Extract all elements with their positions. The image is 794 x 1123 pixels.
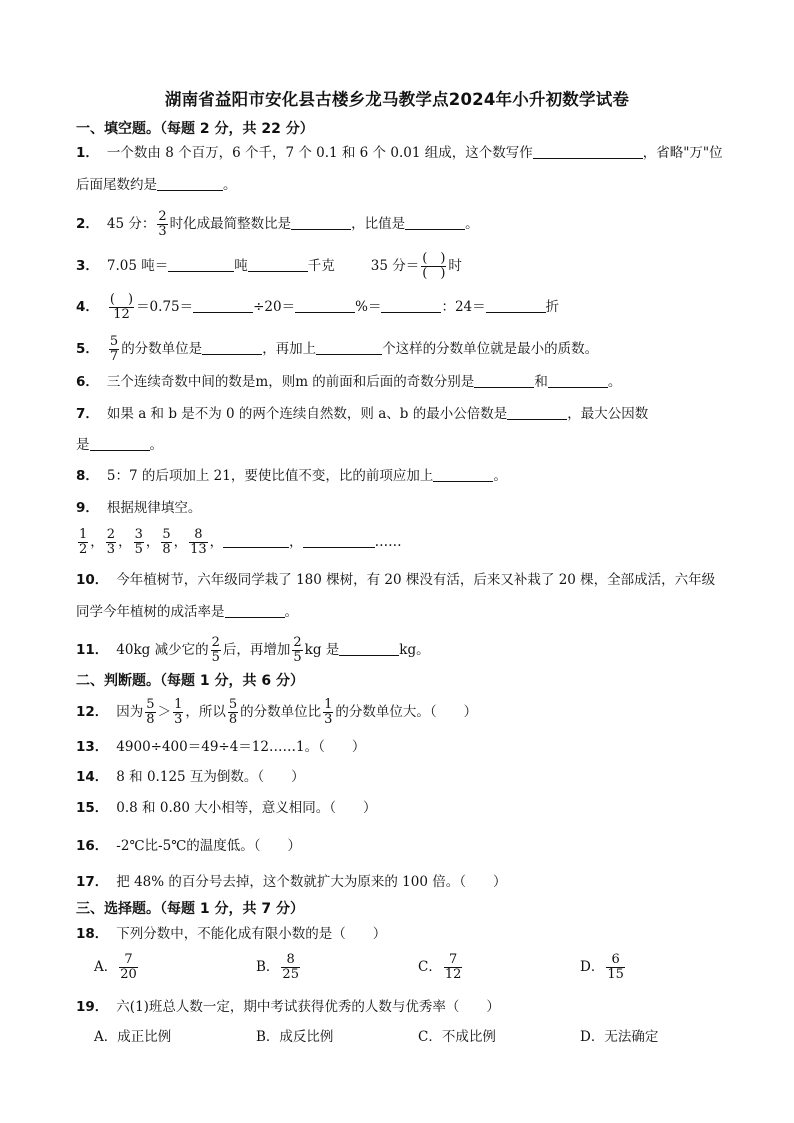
fraction-blank[interactable]: $\frac{( )}{( )}$: [422, 251, 446, 281]
fraction: $\frac{8}{13}$: [190, 527, 207, 557]
fraction-blank[interactable]: $\frac{( )}{12}$: [109, 292, 134, 322]
question-number: 5．: [76, 341, 99, 357]
question-text: 折: [545, 299, 560, 315]
answer-blank[interactable]: [202, 340, 262, 355]
question-number: 15．: [76, 800, 109, 816]
question-17: [76, 872, 506, 892]
answer-blank[interactable]: [168, 257, 234, 272]
question-text: 下列分数中，不能化成有限小数的是（ ）: [116, 926, 387, 942]
question-text: 。: [284, 604, 298, 620]
answer-blank[interactable]: [507, 405, 567, 420]
option-b[interactable]: [256, 953, 302, 982]
option-d[interactable]: [580, 953, 627, 982]
question-number: 10．: [76, 572, 109, 588]
question-text: %＝: [355, 299, 382, 315]
question-1-cont: [76, 175, 237, 195]
answer-blank[interactable]: [339, 641, 399, 656]
question-text: 吨: [234, 258, 248, 274]
question-text: ÷20＝: [253, 299, 296, 315]
question-text: ，最大公因数: [567, 406, 649, 422]
question-number: 14．: [76, 769, 109, 785]
answer-blank[interactable]: [223, 533, 289, 548]
question-12: [76, 698, 477, 727]
answer-blank[interactable]: [533, 144, 643, 159]
fraction: $\frac{5}{8}$: [162, 527, 171, 557]
question-16: [76, 836, 301, 856]
question-text: 35 分＝: [370, 258, 420, 274]
question-8: [76, 466, 507, 486]
option-label: D．: [580, 959, 605, 975]
comma: ，: [90, 534, 104, 550]
question-text: 六(1)班总人数一定，期中考试获得优秀的人数与优秀率（ ）: [116, 999, 500, 1015]
question-text: 7.05 吨＝: [106, 258, 169, 274]
option-a[interactable]: [94, 953, 140, 982]
question-number: 6．: [76, 374, 99, 390]
question-text: 的分数单位大。（ ）: [335, 704, 478, 720]
fraction: $\frac{1}{2}$: [79, 527, 88, 557]
question-text: 同学今年植树的成活率是: [76, 604, 225, 620]
question-text: 。: [493, 468, 507, 484]
comma: ，: [173, 534, 188, 550]
question-text: ＝0.75＝: [136, 299, 194, 315]
answer-blank[interactable]: [316, 340, 382, 355]
question-7-cont: [76, 435, 163, 455]
fraction: $\frac{1}{3}$: [324, 697, 333, 727]
question-text: 8 和 0.125 互为倒数。（ ）: [116, 769, 305, 785]
question-text: 0.8 和 0.80 大小相等，意义相同。（ ）: [116, 800, 377, 816]
answer-blank[interactable]: [295, 298, 355, 313]
option-label: C．: [418, 959, 442, 975]
question-1: [76, 143, 723, 163]
answer-blank[interactable]: [381, 298, 441, 313]
question-4: [76, 293, 559, 322]
question-text: 后，再增加: [222, 642, 291, 658]
question-text: 。: [465, 216, 479, 232]
fraction: $\frac{3}{5}$: [134, 527, 143, 557]
question-text: 三个连续奇数中间的数是m，则m 的前面和后面的奇数分别是: [106, 374, 475, 390]
section-fill-blank-heading: 一、填空题。（每题 2 分，共 22 分）: [76, 121, 314, 137]
question-text: 45 分：: [106, 216, 156, 232]
question-5: [76, 335, 598, 364]
question-text: 。: [149, 437, 163, 453]
question-number: 3．: [76, 258, 99, 274]
fraction: $\frac{2}{3}$: [158, 209, 167, 239]
question-number: 7．: [76, 406, 99, 422]
answer-blank[interactable]: [405, 215, 465, 230]
question-text: 。: [607, 374, 622, 390]
question-15: [76, 798, 376, 818]
question-text: 时化成最简整数比是: [169, 216, 292, 232]
question-text: 如果 a 和 b 是不为 0 的两个连续自然数，则 a、b 的最小公倍数是: [106, 406, 508, 422]
question-text: 4900÷400＝49÷4＝12……1。（ ）: [116, 739, 366, 755]
page-title: 湖南省益阳市安化县古楼乡龙马教学点2024年小升初数学试卷: [164, 90, 630, 109]
question-text: ，比值是: [351, 216, 406, 232]
answer-blank[interactable]: [486, 298, 546, 313]
question-14: [76, 767, 305, 787]
question-text: 因为: [116, 704, 144, 720]
question-text: ，所以: [185, 704, 226, 720]
question-number: 1．: [76, 145, 99, 161]
section-multiple-choice-heading: 三、选择题。（每题 1 分，共 7 分）: [76, 901, 304, 917]
question-text: 5：7 的后项加上 21，要使比值不变，比的前项应加上: [106, 468, 434, 484]
option-c[interactable]: C．不成比例: [418, 1029, 496, 1045]
question-10-cont: [76, 602, 298, 622]
question-7: [76, 404, 648, 424]
question-text: 把 48% 的百分号去掉，这个数就扩大为原来的 100 倍。（ ）: [116, 874, 507, 890]
answer-blank[interactable]: [193, 298, 253, 313]
question-text: ……: [374, 534, 402, 550]
question-18: [76, 924, 386, 944]
fraction: $\frac{5}{8}$: [146, 697, 155, 727]
question-text: 千克: [307, 258, 335, 274]
question-19: [76, 997, 500, 1017]
question-number: 18．: [76, 926, 109, 942]
question-number: 12．: [76, 704, 109, 720]
answer-blank[interactable]: [548, 373, 608, 388]
question-text: ，省略"万"位: [642, 145, 723, 161]
question-text: 的分数单位是: [121, 341, 203, 357]
question-text: 40kg 减少它的: [116, 642, 209, 658]
option-b[interactable]: B．成反比例: [256, 1029, 334, 1045]
question-text: ，再加上: [262, 341, 317, 357]
question-11: [76, 636, 430, 665]
question-text: ，: [289, 534, 303, 550]
question-number: 2．: [76, 216, 99, 232]
question-number: 19．: [76, 999, 109, 1015]
fraction: $\frac{2}{5}$: [211, 635, 220, 665]
question-text: 今年植树节，六年级同学栽了 180 棵树，有 20 棵没有活，后来又补栽了 20 棵，全部成活，六年级: [116, 572, 716, 588]
fraction: $\frac{6}{15}$: [607, 952, 624, 982]
question-number: 17．: [76, 874, 109, 890]
answer-blank[interactable]: [157, 176, 223, 191]
question-number: 4．: [76, 299, 99, 315]
answer-blank[interactable]: [225, 603, 285, 618]
question-3: [76, 252, 462, 281]
fraction: $\frac{5}{7}$: [109, 334, 119, 364]
option-label: A．: [94, 959, 118, 975]
question-text: 根据规律填空。: [106, 500, 202, 516]
comma: ，: [118, 534, 132, 550]
question-6: [76, 372, 621, 392]
question-text: 的分数单位比: [240, 704, 322, 720]
comma: ，: [209, 534, 224, 550]
answer-blank[interactable]: [303, 533, 375, 548]
question-2: [76, 210, 479, 239]
fraction: $\frac{8}{25}$: [282, 952, 299, 982]
section-true-false-heading: 二、判断题。（每题 1 分，共 6 分）: [76, 673, 304, 689]
answer-blank[interactable]: [90, 436, 150, 451]
question-number: 8．: [76, 468, 99, 484]
question-9-sequence: [76, 528, 402, 557]
question-text: -2℃比-5℃的温度低。（ ）: [116, 838, 302, 854]
fraction: $\frac{1}{3}$: [174, 697, 183, 727]
question-9: [76, 498, 201, 518]
fraction: $\frac{7}{12}$: [444, 952, 462, 982]
fraction: $\frac{2}{5}$: [293, 635, 302, 665]
fraction: $\frac{5}{8}$: [228, 697, 238, 727]
comma: ，: [145, 534, 160, 550]
question-text: 后面尾数约是: [76, 177, 157, 193]
greater-than-sign: ＞: [157, 704, 172, 720]
question-text: 个这样的分数单位就是最小的质数。: [382, 341, 599, 357]
question-number: 9．: [76, 500, 99, 516]
fraction: $\frac{2}{3}$: [106, 527, 116, 557]
option-a[interactable]: A．成正比例: [94, 1029, 172, 1045]
answer-blank[interactable]: [474, 373, 534, 388]
answer-blank[interactable]: [291, 215, 351, 230]
question-text: ：24＝: [441, 299, 486, 315]
question-text: 。: [223, 177, 237, 193]
option-label: B．: [256, 959, 280, 975]
question-text: 时: [448, 258, 462, 274]
question-text: kg 是: [304, 642, 340, 658]
question-13: [76, 737, 365, 757]
question-10: [76, 570, 715, 590]
answer-blank[interactable]: [248, 257, 308, 272]
question-text: 和: [534, 374, 548, 390]
question-number: 13．: [76, 739, 109, 755]
question-text: 是: [76, 437, 90, 453]
question-number: 16．: [76, 838, 109, 854]
question-text: kg。: [399, 642, 430, 658]
fraction: $\frac{7}{20}$: [120, 952, 137, 982]
option-d[interactable]: D．无法确定: [580, 1029, 659, 1045]
answer-blank[interactable]: [433, 467, 493, 482]
question-number: 11．: [76, 642, 109, 658]
question-text: 一个数由 8 个百万，6 个千，7 个 0.1 和 6 个 0.01 组成，这个数写作: [106, 145, 533, 161]
option-c[interactable]: [418, 953, 464, 982]
